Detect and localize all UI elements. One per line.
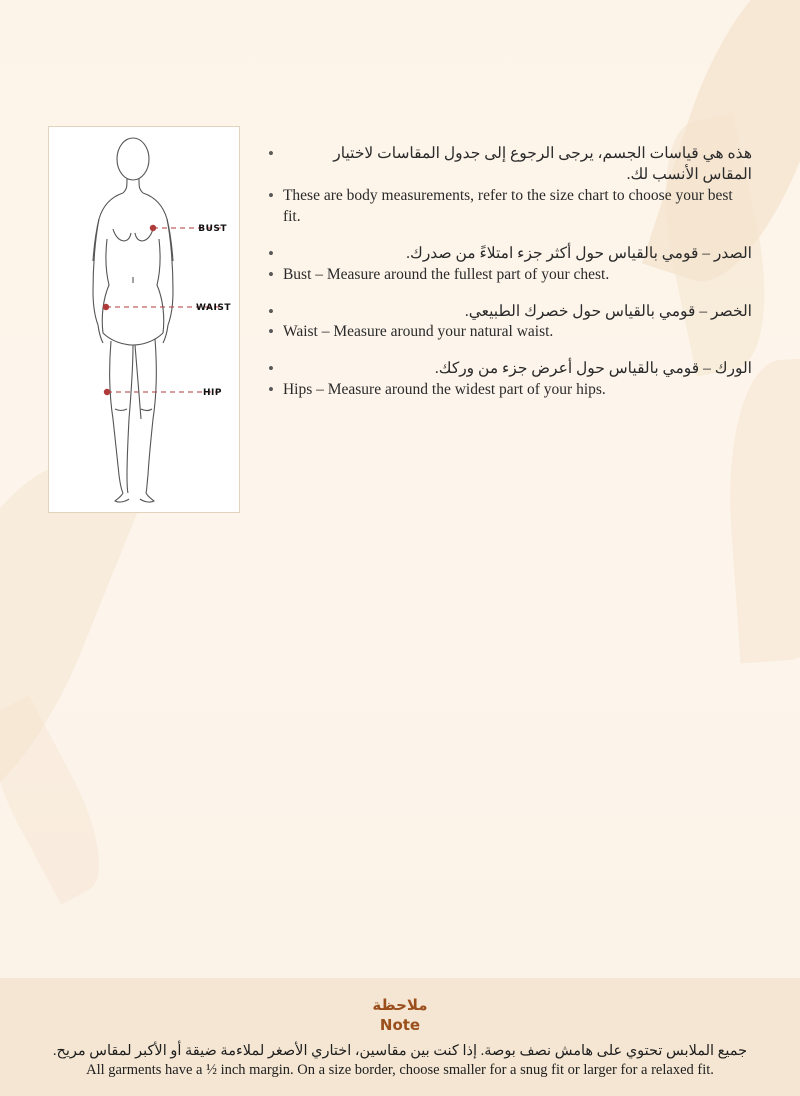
bullet-icon: • xyxy=(268,359,274,379)
measurement-notes xyxy=(240,126,752,513)
footer-title-arabic: ملاحظة xyxy=(372,995,428,1014)
bullet-icon: • xyxy=(268,264,274,284)
bullet-icon: • xyxy=(268,243,274,263)
hip-label: HIP xyxy=(203,388,222,398)
note-group xyxy=(268,244,752,286)
note-arabic-text: الخصر – قومي بالقياس حول خصرك الطبيعي. xyxy=(464,302,752,320)
note-arabic-text: الصدر – قومي بالقياس حول أكثر جزء امتلاءً من صدرك. xyxy=(406,244,752,262)
note-group xyxy=(268,359,752,401)
note-group xyxy=(268,144,752,228)
note-line-arabic xyxy=(268,144,752,186)
footer-body-english: All garments have a ½ inch margin. On a size border, choose smaller for a snug fit or larger for a relaxed fit. xyxy=(86,1061,714,1078)
note-english-text: Bust – Measure around the fullest part of your chest. xyxy=(282,265,610,283)
note-line-arabic xyxy=(268,302,752,323)
note-line-english xyxy=(268,186,752,228)
footer-title-english: Note xyxy=(379,1015,421,1034)
note-line-english xyxy=(268,265,752,286)
note-line-english xyxy=(268,380,752,401)
model-figure-illustration xyxy=(48,126,240,513)
note-english-text: Waist – Measure around your natural waist. xyxy=(282,323,554,341)
bust-label: BUST xyxy=(198,224,227,234)
note-arabic-text: الورك – قومي بالقياس حول أعرض جزء من وركك. xyxy=(434,360,752,378)
footer-body-arabic: جميع الملابس تحتوي على هامش نصف بوصة. إذا كنت بين مقاسين، اختاري الأصغر لملاءمة ضيقة أو الأكبر لمقاس مريح. xyxy=(52,1042,748,1059)
bullet-icon: • xyxy=(268,322,274,342)
measurement-section xyxy=(0,126,800,513)
female-body-outline-icon xyxy=(49,127,237,510)
note-line-arabic xyxy=(268,244,752,265)
note-english-text: These are body measurements, refer to the size chart to choose your best fit. xyxy=(282,186,733,225)
footer-note xyxy=(0,978,800,1096)
note-english-text: Hips – Measure around the widest part of your hips. xyxy=(282,381,606,399)
bullet-icon: • xyxy=(268,301,274,321)
waist-label: WAIST xyxy=(196,303,231,313)
note-line-english xyxy=(268,322,752,343)
bullet-icon: • xyxy=(268,380,274,400)
note-arabic-text: هذه هي قياسات الجسم، يرجى الرجوع إلى جدول المقاسات لاختيار المقاس الأنسب لك. xyxy=(333,145,752,183)
note-line-arabic xyxy=(268,359,752,380)
note-group xyxy=(268,302,752,344)
bullet-icon: • xyxy=(268,185,274,205)
bullet-icon: • xyxy=(268,144,274,163)
